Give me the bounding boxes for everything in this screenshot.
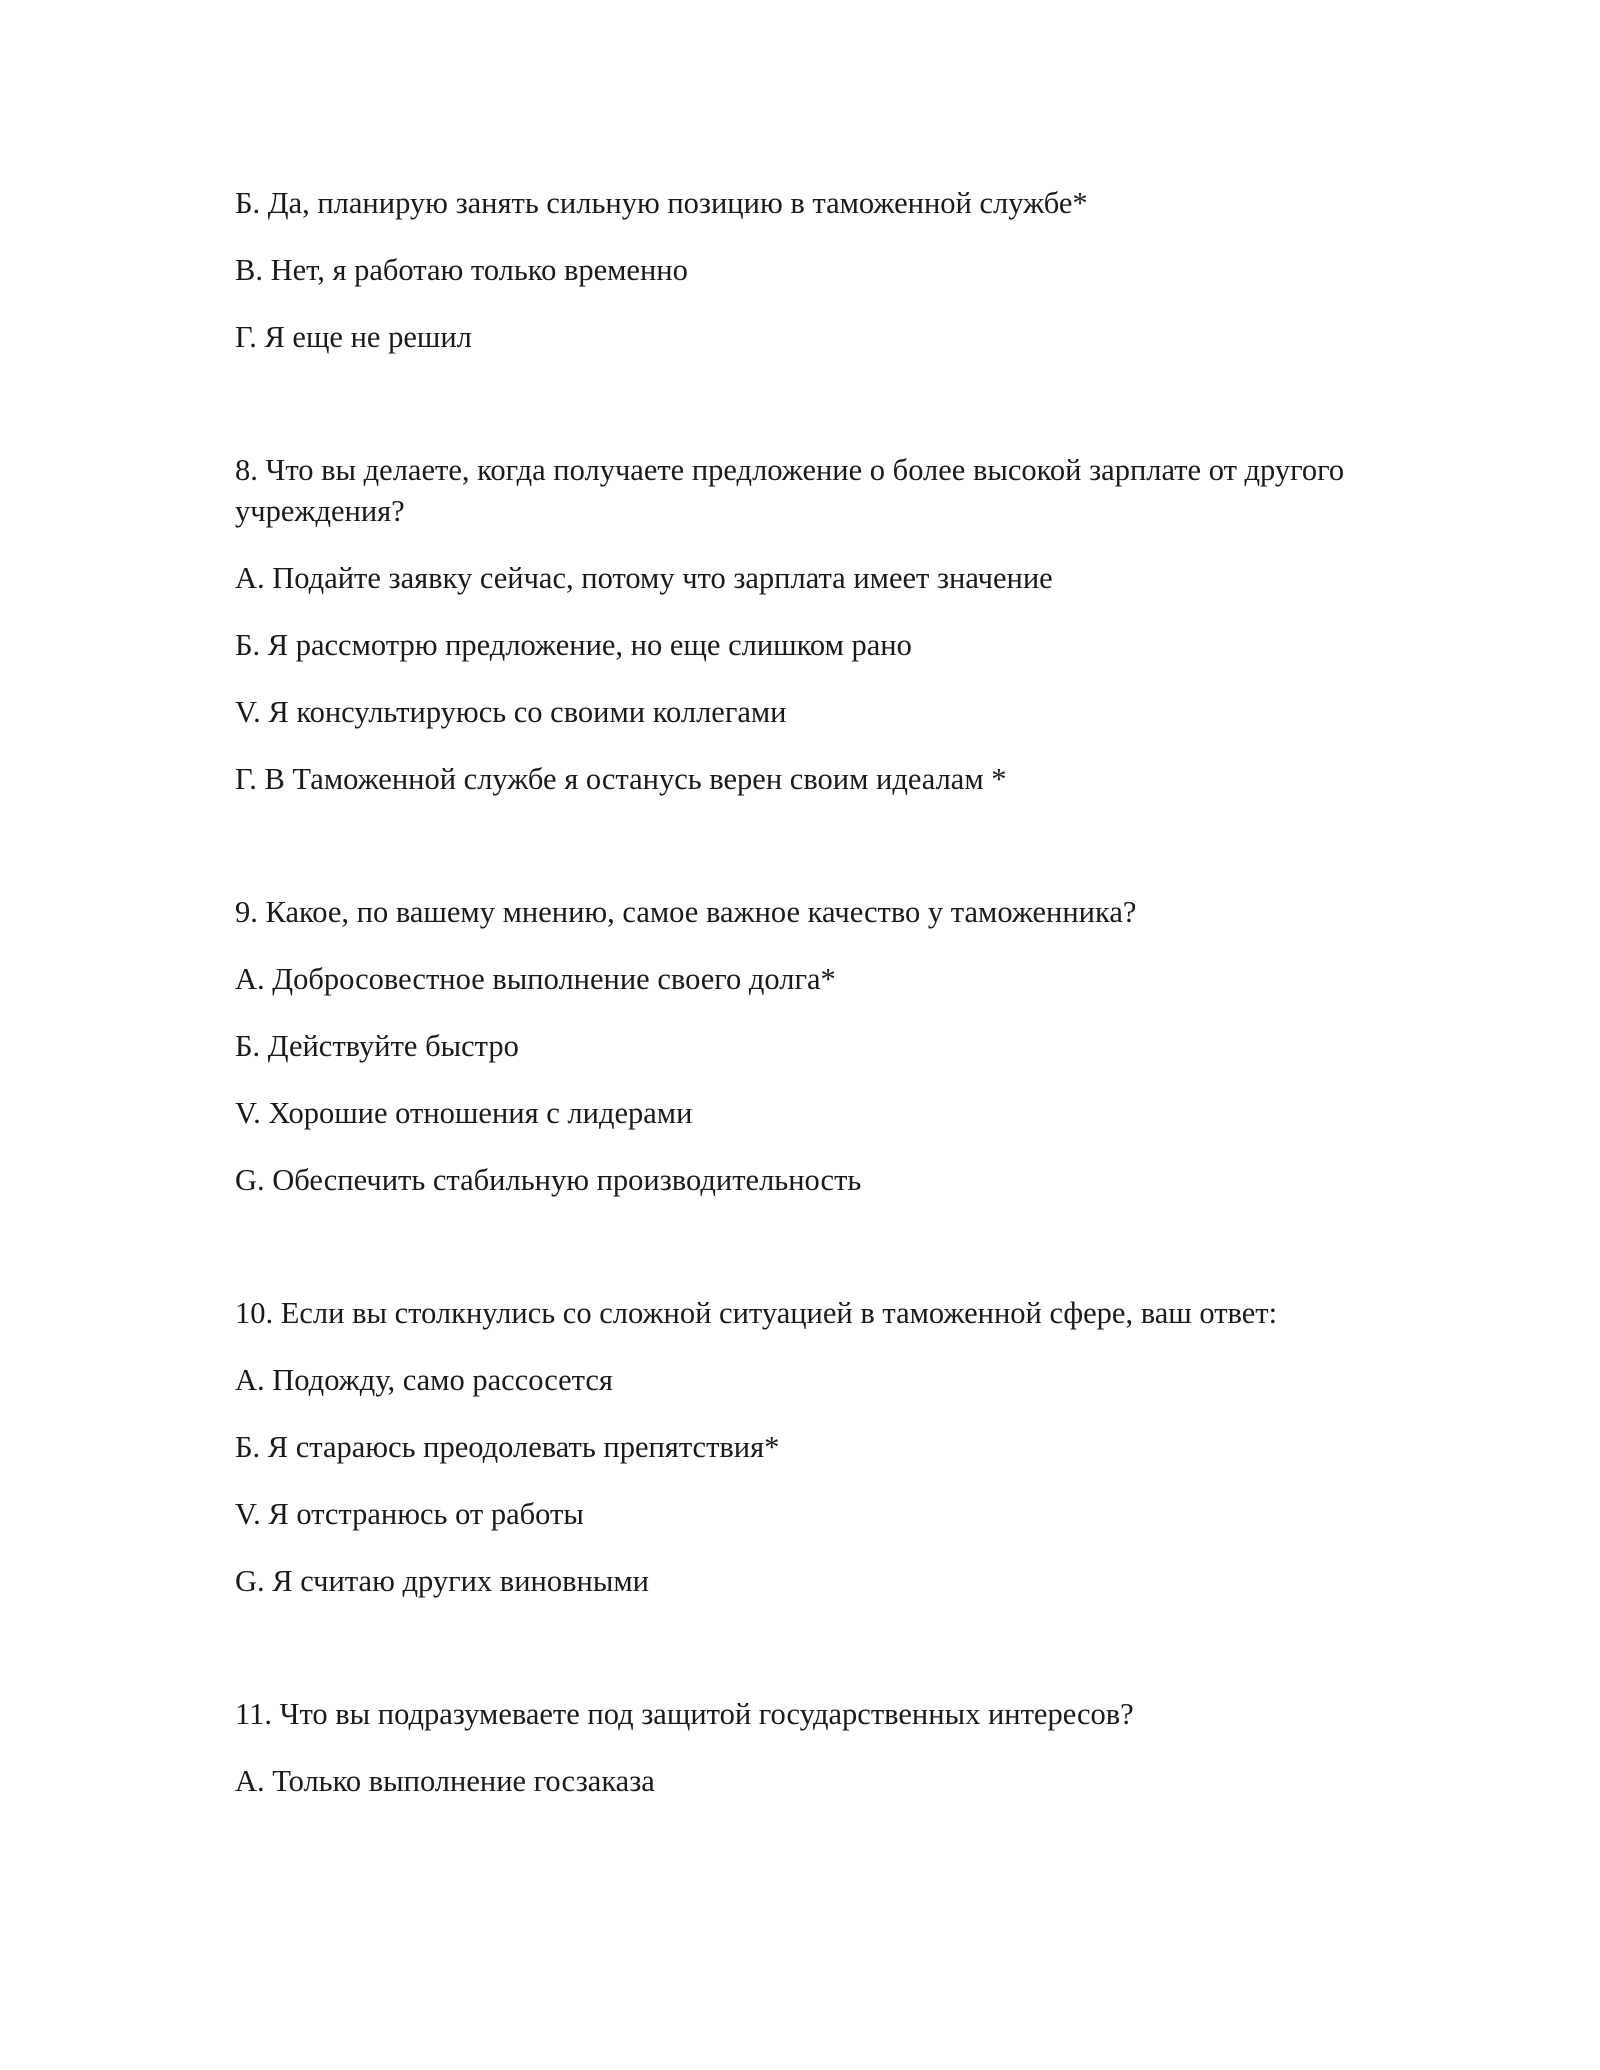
document-body — [235, 183, 1375, 1828]
option-intro-b: Б. Да, планирую занять сильную позицию в таможенной службе* — [235, 186, 1088, 220]
question-10: 10. Если вы столкнулись со сложной ситуацией в таможенной сфере, ваш ответ: — [235, 1296, 1278, 1330]
section-spacer — [235, 1628, 1375, 1694]
question-11: 11. Что вы подразумеваете под защитой государственных интересов? — [235, 1697, 1134, 1731]
section-spacer — [235, 384, 1375, 450]
q10-option-b: Б. Я стараюсь преодолевать препятствия* — [235, 1430, 780, 1464]
q9-option-v: V. Хорошие отношения с лидерами — [235, 1096, 693, 1130]
question-8: 8. Что вы делаете, когда получаете предложение о более высокой зарплате от другого учреждения? — [235, 453, 1345, 528]
question-9: 9. Какое, по вашему мнению, самое важное качество у таможенника? — [235, 895, 1137, 929]
q8-option-v: V. Я консультируюсь со своими коллегами — [235, 695, 787, 729]
q10-option-a: А. Подожду, само рассосется — [235, 1363, 613, 1397]
section-spacer — [235, 826, 1375, 892]
q9-option-b: Б. Действуйте быстро — [235, 1029, 519, 1063]
q8-option-a: А. Подайте заявку сейчас, потому что зарплата имеет значение — [235, 561, 1053, 595]
option-intro-g: Г. Я еще не решил — [235, 320, 472, 354]
q8-option-b: Б. Я рассмотрю предложение, но еще слишком рано — [235, 628, 912, 662]
section-spacer — [235, 1227, 1375, 1293]
q8-option-g: Г. В Таможенной службе я останусь верен своим идеалам * — [235, 762, 1007, 796]
q10-option-g: G. Я считаю других виновными — [235, 1564, 649, 1598]
q10-option-v: V. Я отстранюсь от работы — [235, 1497, 584, 1531]
q9-option-g: G. Обеспечить стабильную производительность — [235, 1163, 862, 1197]
q9-option-a: А. Добросовестное выполнение своего долга* — [235, 962, 836, 996]
option-intro-v: В. Нет, я работаю только временно — [235, 253, 688, 287]
q11-option-a: А. Только выполнение госзаказа — [235, 1764, 655, 1798]
